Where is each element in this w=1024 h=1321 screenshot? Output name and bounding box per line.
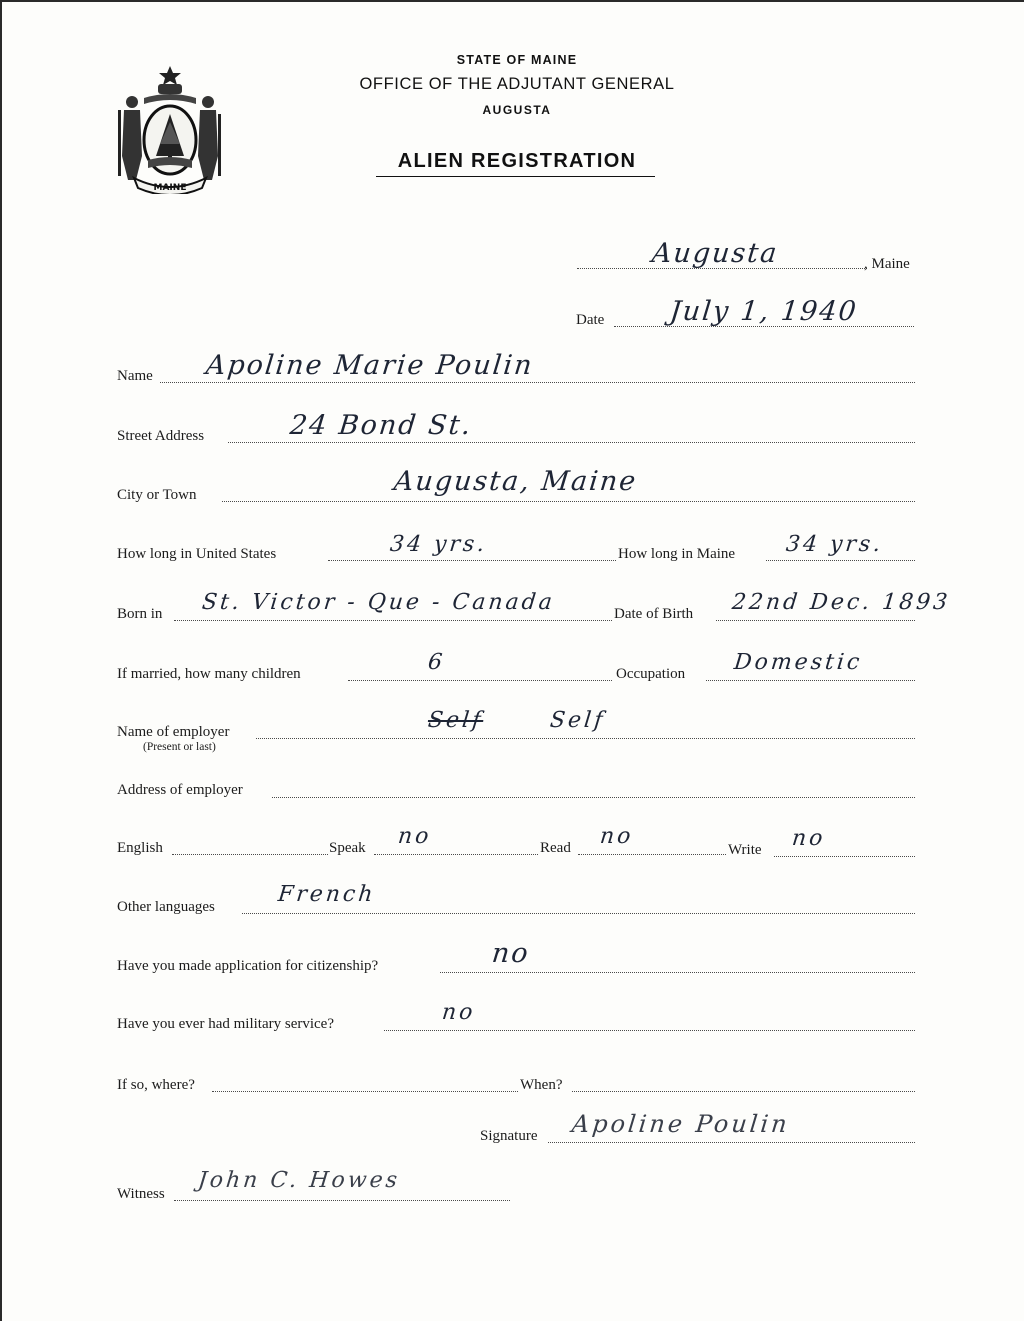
state-seal-icon: [114, 64, 226, 194]
date-entry: July 1, 1940: [668, 296, 860, 327]
seal-banner-text: MAINE: [153, 183, 187, 193]
children-line: [348, 680, 612, 681]
employer-label: Name of employer: [117, 724, 230, 740]
years-us-line: [328, 560, 616, 561]
witness-label: Witness: [117, 1186, 165, 1202]
occupation-entry: Domestic: [732, 650, 864, 675]
children-entry: 6: [426, 650, 447, 675]
military-label: Have you ever had military service?: [117, 1016, 334, 1032]
name-entry: Apoline Marie Poulin: [204, 350, 536, 381]
where-line: [212, 1091, 518, 1092]
years-us-entry: 34 yrs.: [388, 532, 489, 557]
header-city: AUGUSTA: [482, 103, 552, 117]
years-us-label: How long in United States: [117, 546, 277, 562]
write-label: Write: [728, 842, 762, 858]
employer-address-line: [272, 797, 915, 798]
write-entry: no: [790, 826, 827, 851]
write-line: [774, 856, 915, 857]
dob-label: Date of Birth: [614, 606, 694, 622]
street-entry: 24 Bond St.: [288, 410, 474, 441]
read-label: Read: [540, 840, 571, 856]
born-in-entry: St. Victor - Que - Canada: [200, 590, 557, 615]
when-label: When?: [520, 1077, 563, 1093]
city-line: [222, 501, 915, 502]
employer-note: (Present or last): [143, 741, 216, 753]
city-entry: Augusta, Maine: [392, 466, 639, 497]
title-underline: [376, 176, 655, 177]
name-line: [160, 382, 915, 383]
header-state: STATE OF MAINE: [456, 53, 578, 67]
place-entry: Augusta: [650, 238, 781, 269]
citizenship-entry: no: [490, 938, 532, 969]
when-line: [572, 1091, 915, 1092]
born-in-line: [174, 620, 612, 621]
years-maine-label: How long in Maine: [618, 546, 736, 562]
citizenship-label: Have you made application for citizenship?: [117, 958, 379, 974]
other-languages-label: Other languages: [117, 899, 215, 915]
speak-label: Speak: [329, 840, 366, 856]
born-in-label: Born in: [117, 606, 163, 622]
occupation-label: Occupation: [616, 666, 686, 682]
years-maine-line: [766, 560, 915, 561]
employer-line: [256, 738, 915, 739]
military-line: [384, 1030, 915, 1031]
signature-label: Signature: [480, 1128, 538, 1144]
street-label: Street Address: [117, 428, 205, 444]
witness-line: [174, 1200, 510, 1201]
maine-suffix-label: , Maine: [864, 256, 910, 272]
other-languages-line: [242, 913, 915, 914]
header-office: OFFICE OF THE ADJUTANT GENERAL: [359, 75, 675, 93]
english-label: English: [117, 840, 163, 856]
other-languages-entry: French: [276, 882, 377, 907]
years-maine-entry: 34 yrs.: [784, 532, 885, 557]
date-label: Date: [576, 312, 605, 328]
employer-entry: Self: [548, 708, 607, 733]
signature-entry: Apoline Poulin: [570, 1110, 792, 1138]
children-label: If married, how many children: [117, 666, 301, 682]
speak-line: [374, 854, 538, 855]
city-label: City or Town: [117, 487, 197, 503]
dob-entry: 22nd Dec. 1893: [730, 590, 952, 615]
employer-crossed-entry: Self: [426, 708, 485, 733]
speak-entry: no: [396, 824, 433, 849]
military-entry: no: [440, 1000, 477, 1025]
dob-line: [716, 620, 915, 621]
citizenship-line: [440, 972, 915, 973]
english-line: [172, 854, 328, 855]
employer-address-label: Address of employer: [117, 782, 243, 798]
street-line: [228, 442, 915, 443]
witness-entry: John C. Howes: [196, 1168, 402, 1193]
read-entry: no: [598, 824, 635, 849]
where-label: If so, where?: [117, 1077, 195, 1093]
form-title: ALIEN REGISTRATION: [397, 150, 637, 172]
read-line: [578, 854, 726, 855]
occupation-line: [706, 680, 915, 681]
signature-line: [548, 1142, 915, 1143]
name-label: Name: [117, 368, 153, 384]
